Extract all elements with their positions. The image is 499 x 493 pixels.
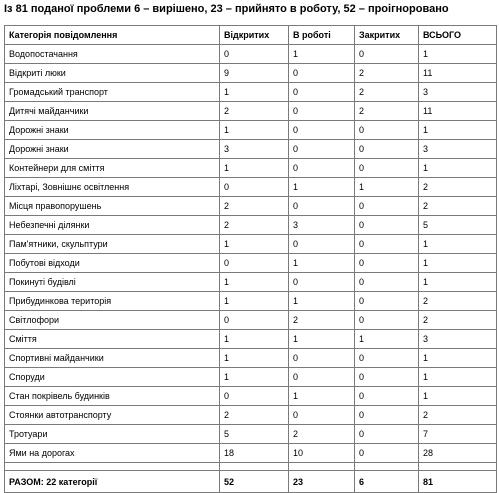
column-header-in-progress: В роботі: [289, 26, 355, 45]
table-row: [5, 444, 497, 463]
table-row: [5, 159, 497, 178]
cell-in-progress: 10: [289, 444, 355, 463]
cell-open: 1: [220, 273, 289, 292]
table-row: [5, 368, 497, 387]
cell-category: Громадський транспорт: [5, 83, 220, 102]
table-row: [5, 178, 497, 197]
cell-closed: 2: [355, 83, 419, 102]
table-row: [5, 406, 497, 425]
cell-closed: 2: [355, 102, 419, 121]
spacer-cell: [419, 463, 497, 471]
cell-total: 2: [419, 178, 497, 197]
table-row: [5, 349, 497, 368]
cell-in-progress: 1: [289, 292, 355, 311]
cell-category: Споруди: [5, 368, 220, 387]
cell-open: 0: [220, 254, 289, 273]
cell-closed: 0: [355, 159, 419, 178]
cell-category: Стан покрівель будинків: [5, 387, 220, 406]
cell-category: Пам'ятники, скульптури: [5, 235, 220, 254]
cell-closed: 0: [355, 387, 419, 406]
cell-total: 1: [419, 159, 497, 178]
cell-in-progress: 0: [289, 197, 355, 216]
table-body: [5, 45, 497, 463]
cell-total: 7: [419, 425, 497, 444]
cell-total: 1: [419, 387, 497, 406]
cell-closed: 0: [355, 349, 419, 368]
total-all: 81: [419, 471, 497, 493]
cell-total: 3: [419, 140, 497, 159]
cell-category: Ями на дорогах: [5, 444, 220, 463]
cell-total: 2: [419, 292, 497, 311]
cell-closed: 0: [355, 197, 419, 216]
table-row: [5, 45, 497, 64]
cell-open: 1: [220, 368, 289, 387]
cell-open: 1: [220, 349, 289, 368]
cell-closed: 0: [355, 45, 419, 64]
cell-in-progress: 0: [289, 121, 355, 140]
cell-category: Відкриті люки: [5, 64, 220, 83]
cell-open: 1: [220, 83, 289, 102]
cell-open: 2: [220, 216, 289, 235]
cell-category: Прибудинкова територія: [5, 292, 220, 311]
cell-total: 1: [419, 45, 497, 64]
table-header-row: [5, 26, 497, 45]
total-open: 52: [220, 471, 289, 493]
column-header-category: Категорія повідомлення: [5, 26, 220, 45]
cell-closed: 0: [355, 406, 419, 425]
cell-closed: 0: [355, 254, 419, 273]
page-heading: Із 81 поданої проблеми 6 – вирішено, 23 – прийнято в роботу, 52 – проігноровано: [4, 3, 449, 15]
total-label: РАЗОМ: 22 категорії: [5, 471, 220, 493]
table-row: [5, 425, 497, 444]
cell-open: 1: [220, 235, 289, 254]
cell-category: Місця правопорушень: [5, 197, 220, 216]
spacer-cell: [5, 463, 220, 471]
cell-in-progress: 0: [289, 406, 355, 425]
table-row: [5, 102, 497, 121]
cell-category: Сміття: [5, 330, 220, 349]
cell-in-progress: 1: [289, 387, 355, 406]
table-row: [5, 311, 497, 330]
cell-in-progress: 1: [289, 178, 355, 197]
cell-open: 1: [220, 159, 289, 178]
table-row: [5, 197, 497, 216]
cell-in-progress: 2: [289, 311, 355, 330]
cell-total: 3: [419, 83, 497, 102]
cell-in-progress: 0: [289, 368, 355, 387]
cell-closed: 0: [355, 444, 419, 463]
table-row: [5, 330, 497, 349]
cell-open: 1: [220, 330, 289, 349]
cell-open: 1: [220, 292, 289, 311]
spacer-row: [5, 463, 497, 471]
cell-in-progress: 1: [289, 330, 355, 349]
table-row: [5, 273, 497, 292]
total-in-progress: 23: [289, 471, 355, 493]
cell-category: Побутові відходи: [5, 254, 220, 273]
cell-category: Спортивні майданчики: [5, 349, 220, 368]
table-row: [5, 292, 497, 311]
cell-closed: 0: [355, 311, 419, 330]
cell-total: 2: [419, 311, 497, 330]
cell-total: 1: [419, 273, 497, 292]
cell-closed: 0: [355, 216, 419, 235]
total-row: [5, 471, 497, 493]
cell-closed: 0: [355, 425, 419, 444]
spacer-cell: [220, 463, 289, 471]
cell-open: 9: [220, 64, 289, 83]
cell-open: 1: [220, 121, 289, 140]
total-closed: 6: [355, 471, 419, 493]
cell-in-progress: 0: [289, 83, 355, 102]
cell-in-progress: 0: [289, 159, 355, 178]
cell-open: 3: [220, 140, 289, 159]
table-row: [5, 140, 497, 159]
cell-category: Стоянки автотранспорту: [5, 406, 220, 425]
cell-open: 0: [220, 178, 289, 197]
cell-category: Ліхтарі, Зовнішнє освітлення: [5, 178, 220, 197]
cell-in-progress: 1: [289, 45, 355, 64]
cell-category: Небезпечні ділянки: [5, 216, 220, 235]
cell-open: 5: [220, 425, 289, 444]
cell-total: 2: [419, 197, 497, 216]
cell-in-progress: 0: [289, 273, 355, 292]
cell-closed: 0: [355, 121, 419, 140]
cell-total: 1: [419, 254, 497, 273]
cell-total: 11: [419, 64, 497, 83]
cell-in-progress: 0: [289, 235, 355, 254]
cell-open: 18: [220, 444, 289, 463]
cell-in-progress: 0: [289, 64, 355, 83]
cell-total: 2: [419, 406, 497, 425]
cell-category: Дитячі майданчики: [5, 102, 220, 121]
table-row: [5, 64, 497, 83]
cell-category: Світлофори: [5, 311, 220, 330]
spacer-cell: [355, 463, 419, 471]
cell-in-progress: 0: [289, 140, 355, 159]
cell-in-progress: 0: [289, 349, 355, 368]
cell-closed: 1: [355, 330, 419, 349]
cell-category: Водопостачання: [5, 45, 220, 64]
table-row: [5, 235, 497, 254]
column-header-closed: Закритих: [355, 26, 419, 45]
cell-in-progress: 2: [289, 425, 355, 444]
cell-category: Покинуті будівлі: [5, 273, 220, 292]
cell-closed: 1: [355, 178, 419, 197]
cell-open: 2: [220, 102, 289, 121]
cell-total: 11: [419, 102, 497, 121]
column-header-open: Відкритих: [220, 26, 289, 45]
spacer-cell: [289, 463, 355, 471]
table-row: [5, 387, 497, 406]
cell-total: 1: [419, 349, 497, 368]
cell-in-progress: 0: [289, 102, 355, 121]
cell-total: 1: [419, 235, 497, 254]
table-row: [5, 216, 497, 235]
cell-open: 0: [220, 45, 289, 64]
cell-category: Дорожні знаки: [5, 121, 220, 140]
cell-category: Дорожні знаки: [5, 140, 220, 159]
table-row: [5, 254, 497, 273]
cell-total: 1: [419, 368, 497, 387]
cell-total: 5: [419, 216, 497, 235]
table-row: [5, 83, 497, 102]
table-row: [5, 121, 497, 140]
cell-total: 28: [419, 444, 497, 463]
cell-total: 3: [419, 330, 497, 349]
cell-in-progress: 3: [289, 216, 355, 235]
problems-table: [4, 25, 497, 493]
cell-open: 2: [220, 406, 289, 425]
cell-category: Тротуари: [5, 425, 220, 444]
cell-closed: 2: [355, 64, 419, 83]
cell-open: 0: [220, 311, 289, 330]
cell-closed: 0: [355, 292, 419, 311]
cell-closed: 0: [355, 273, 419, 292]
cell-closed: 0: [355, 368, 419, 387]
cell-open: 2: [220, 197, 289, 216]
column-header-total: ВСЬОГО: [419, 26, 497, 45]
cell-closed: 0: [355, 140, 419, 159]
cell-category: Контейнери для сміття: [5, 159, 220, 178]
cell-total: 1: [419, 121, 497, 140]
cell-in-progress: 1: [289, 254, 355, 273]
cell-closed: 0: [355, 235, 419, 254]
cell-open: 0: [220, 387, 289, 406]
